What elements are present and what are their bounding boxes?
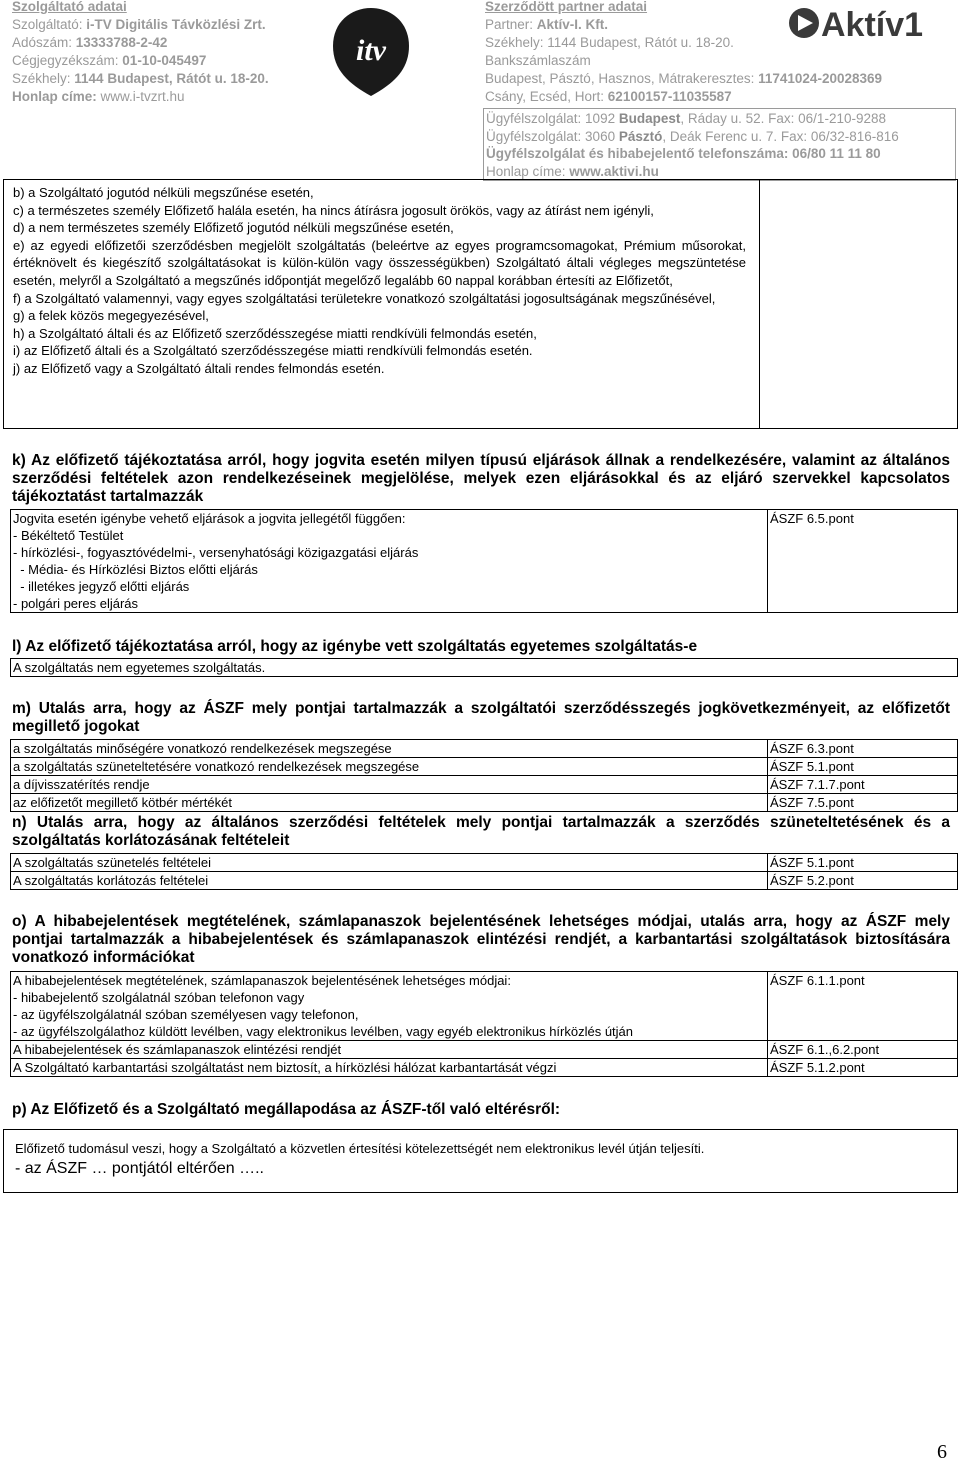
section-p-deviation: - az ÁSZF … pontjától eltérően …..: [15, 1160, 264, 1177]
table-row: [11, 794, 958, 812]
section-o-heading: o) A hibabejelentések megtételének, számlapanaszok bejelentésének lehetséges módjai, utalás arra, hogy az ÁSZF mely pontjai tartalmazzák a hibabejelentések és számlapanaszok elintézési rendjét, a karbantartási szolgáltatások biztosítására vonatkozó információkat: [12, 913, 950, 966]
section-m-text: a szolgáltatás minőségére vonatkozó rendelkezések megszegése: [11, 740, 768, 758]
termination-list: [13, 184, 746, 378]
list-item-i: i) az Előfizető általi és a Szolgáltató szerződésszegése miatti rendkívüli felmondás esetén.: [13, 343, 533, 359]
section-m-heading: m) Utalás arra, hogy az ÁSZF mely pontjai tartalmazzák a szolgáltatói szerződésszegés jogkövetkezményeit, az előfizetőt megillető jogokat: [12, 700, 950, 735]
section-o-table: [10, 971, 958, 1077]
provider-web: Honlap címe: www.i-tvzrt.hu: [12, 89, 185, 104]
section-o-line: A hibabejelentések megtételének, számlapanaszok bejelentésének lehetséges módjai:: [13, 973, 511, 988]
table-row: [11, 1059, 958, 1077]
section-n-ref: ÁSZF 5.2.pont: [767, 872, 957, 890]
section-n-heading: n) Utalás arra, hogy az általános szerződési feltételek mely pontjai tartalmazzák a szerződés szüneteltetésének és a szolgáltatás korlátozásának feltételeit: [12, 814, 950, 849]
section-k-line: - polgári peres eljárás: [13, 596, 139, 611]
partner-seat: Székhely: 1144 Budapest, Rátót u. 18-20.: [485, 35, 734, 50]
section-o-ref: ÁSZF 6.1.1.pont: [767, 972, 957, 1041]
table-row: [11, 1041, 958, 1059]
section-k-line: - hírközlési-, fogyasztóvédelmi-, versenyhatósági közigazgatási eljárás: [13, 545, 419, 560]
section-m-table: [10, 739, 958, 812]
provider-tax: Adószám: 13333788-2-42: [12, 35, 168, 50]
list-item-h: h) a Szolgáltató általi és az Előfizető szerződésszegése miatti rendkívüli felmondás esetén,: [13, 325, 537, 341]
list-item-d: d) a nem természetes személy Előfizető jogutód nélküli megszűnése esetén,: [13, 220, 454, 236]
section-m-text: a szolgáltatás szüneteltetésére vonatkozó rendelkezések megszegése: [11, 758, 768, 776]
section-l-heading: l) Az előfizető tájékoztatása arról, hogy az igénybe vett szolgáltatás egyetemes szolgáltatás-e: [12, 638, 698, 655]
section-o-methods: [11, 972, 768, 1041]
section-p-text: Előfizető tudomásul veszi, hogy a Szolgáltató a közvetlen értesítési kötelezettségét nem elektronikus levél útján teljesíti.: [15, 1141, 705, 1156]
column-divider: [759, 180, 760, 428]
provider-reg: Cégjegyzékszám: 01-10-045497: [12, 53, 207, 68]
provider-info: [12, 0, 269, 106]
termination-list-box: [3, 179, 958, 429]
section-n-text: A szolgáltatás szünetelés feltételei: [11, 854, 768, 872]
list-item-e: e) az egyedi előfizetői szerződésben megjelölt szolgáltatás (beleértve az egyes programcsomagokat, Prémium műsorokat, értéknövelt és kiegészítő szolgáltatásokat is külön-külön vagy összességükben) Szolgáltató általi végleges megszüntetése esetén, melyről a Szolgáltató a megszűnés időpontját megelőző legalább 60 nappal korábban értesíti az Előfizetőt,: [13, 237, 746, 288]
list-item-b: b) a Szolgáltató jogutód nélküli megszűnése esetén,: [13, 185, 314, 200]
customer-service-line-1: Ügyfélszolgálat: 1092 Budapest, Ráday u. 52. Fax: 06/1-210-9288: [486, 111, 886, 126]
section-k-content: [11, 510, 768, 613]
table-row: [11, 972, 958, 1041]
section-k-line: - Média- és Hírközlési Biztos előtti eljárás: [13, 562, 258, 577]
section-p-box: [3, 1129, 958, 1193]
section-n-ref: ÁSZF 5.1.pont: [767, 854, 957, 872]
partner-bank-label: Bankszámlaszám: [485, 53, 591, 68]
section-o-line: - hibabejelentő szolgálatnál szóban telefonon vagy: [13, 990, 305, 1005]
provider-seat: Székhely: 1144 Budapest, Rátót u. 18-20.: [12, 71, 269, 86]
section-k-line: - illetékes jegyző előtti eljárás: [13, 579, 190, 594]
section-k-line: Jogvita esetén igénybe vehető eljárások a jogvita jellegétől függően:: [13, 511, 406, 526]
page-number: 6: [937, 1441, 947, 1463]
section-l-table: [10, 658, 958, 677]
section-m-text: az előfizetőt megillető kötbér mértékét: [11, 794, 768, 812]
customer-service-phone: Ügyfélszolgálat és hibabejelentő telefonszáma: 06/80 11 11 80: [486, 146, 881, 161]
section-o-text: A Szolgáltató karbantartási szolgáltatást nem biztosít, a hírközlési hálózat karbantartását végzi: [11, 1059, 768, 1077]
section-m-ref: ÁSZF 5.1.pont: [767, 758, 957, 776]
table-row: [11, 776, 958, 794]
section-k-line: - Békéltető Testület: [13, 528, 124, 543]
section-o-line: - az ügyfélszolgálathoz küldött levélben, vagy elektronikus levélben, vagy egyéb elektronikus hírközlés útján: [13, 1024, 634, 1039]
section-m-ref: ÁSZF 6.3.pont: [767, 740, 957, 758]
section-m-ref: ÁSZF 7.5.pont: [767, 794, 957, 812]
itv-logo: [333, 8, 409, 96]
provider-name: Szolgáltató: i-TV Digitális Távközlési Zrt.: [12, 17, 266, 32]
section-o-text: A hibabejelentések és számlapanaszok elintézési rendjét: [11, 1041, 768, 1059]
list-item-g: g) a felek közös megegyezésével,: [13, 308, 209, 324]
table-row: [11, 758, 958, 776]
table-row: [11, 854, 958, 872]
aktiv-logo: [788, 6, 943, 40]
partner-bank1: Budapest, Pásztó, Hasznos, Mátrakeresztes: 11741024-20028369: [485, 71, 883, 86]
svg-text:Aktív1: Aktív1: [821, 6, 924, 40]
list-item-j: j) az Előfizető vagy a Szolgáltató általi rendes felmondás esetén.: [13, 360, 385, 376]
partner-bank2: Csány, Ecséd, Hort: 62100157-11035587: [485, 89, 732, 104]
section-p-heading: p) Az Előfizető és a Szolgáltató megállapodása az ÁSZF-től való eltérésről:: [12, 1101, 561, 1118]
section-k-heading: k) Az előfizető tájékoztatása arról, hogy jogvita esetén milyen típusú eljárások állnak a rendelkezésére, valamint az általános szerződési feltételek azon rendelkezéseinek megjelölése, melyek ezen eljárásokkal és az eljáró szervekkel kapcsolatos tájékoztatást tartalmazzák: [12, 452, 950, 505]
section-k-table: [10, 509, 958, 613]
section-o-line: - az ügyfélszolgálatnál szóban személyesen vagy telefonon,: [13, 1007, 359, 1022]
provider-title: Szolgáltató adatai: [12, 0, 127, 14]
section-m-text: a díjvisszatérítés rendje: [11, 776, 768, 794]
section-n-table: [10, 853, 958, 890]
partner-title: Szerződött partner adatai: [485, 0, 648, 14]
section-n-text: A szolgáltatás korlátozás feltételei: [11, 872, 768, 890]
section-m-ref: ÁSZF 7.1.7.pont: [767, 776, 957, 794]
customer-service-web: Honlap címe: www.aktivi.hu: [486, 163, 659, 179]
table-row: [11, 872, 958, 890]
section-l-text: A szolgáltatás nem egyetemes szolgáltatás.: [11, 659, 958, 677]
svg-text:itv: itv: [356, 34, 386, 67]
table-row: [11, 740, 958, 758]
section-o-ref: ÁSZF 6.1.,6.2.pont: [767, 1041, 957, 1059]
partner-name: Partner: Aktív-I. Kft.: [485, 17, 609, 32]
list-item-c: c) a természetes személy Előfizető halála esetén, ha nincs átírásra jogosult örökös, vagy az átírást nem igényli,: [13, 202, 654, 218]
section-k-ref: ÁSZF 6.5.pont: [767, 510, 957, 613]
section-o-ref: ÁSZF 5.1.2.pont: [767, 1059, 957, 1077]
list-item-f: f) a Szolgáltató valamennyi, vagy egyes szolgáltatási területekre vonatkozó szolgáltatási jogosultságának megszűnésével,: [13, 290, 716, 306]
customer-service-box: [483, 108, 956, 181]
customer-service-line-2: Ügyfélszolgálat: 3060 Pásztó, Deák Ferenc u. 7. Fax: 06/32-816-816: [486, 128, 899, 144]
